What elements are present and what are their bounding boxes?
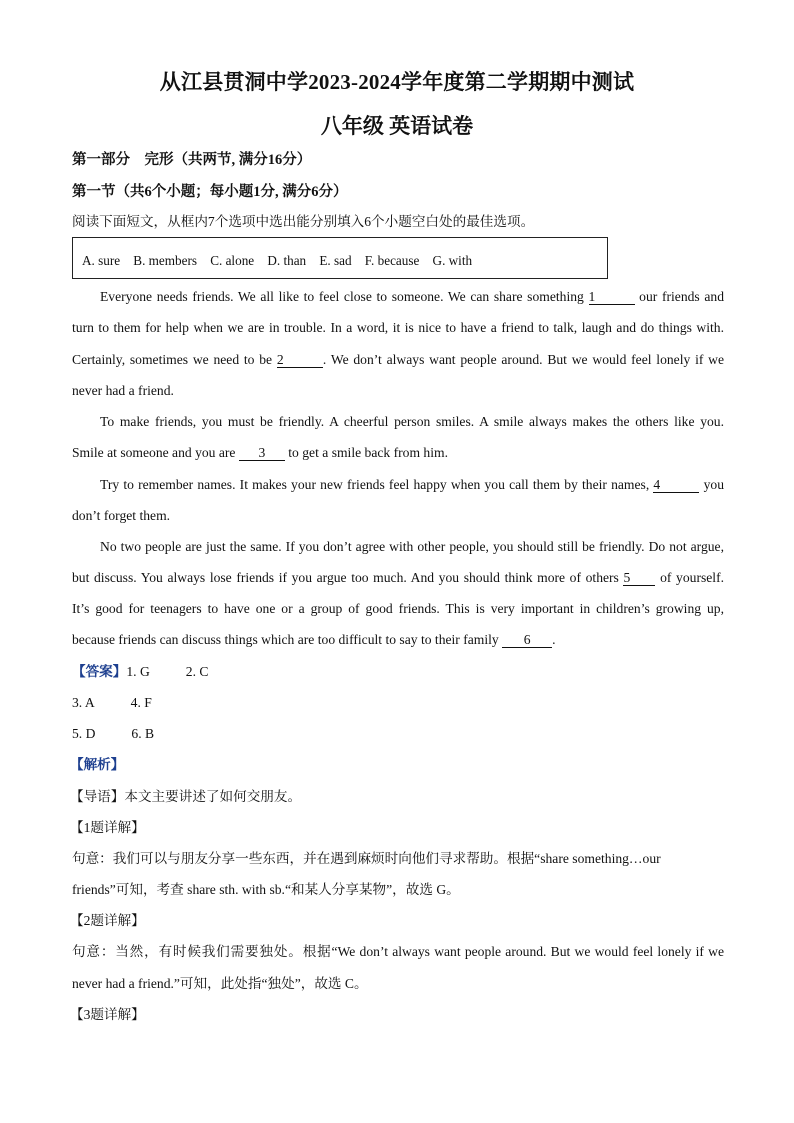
analysis-line: 句意：我们可以与朋友分享一些东西，并在遇到麻烦时向他们寻求帮助。根据“share something…our — [72, 851, 661, 866]
analysis-line: friends”可知，考查 share sth. with sb.“和某人分享某物”，故选 G。 — [72, 882, 460, 897]
passage-line: No two people are just the same. If you don’t agree with other people, you should still be friendly. Do not argue, — [100, 539, 724, 554]
analysis-label: 【解析】 — [70, 757, 125, 772]
passage-line: don’t forget them. — [72, 508, 171, 523]
blank-3: 3 — [239, 446, 285, 461]
question-2-label: 【2题详解】 — [70, 913, 145, 928]
part-heading: 第一部分 完形（共两节, 满分16分） — [72, 152, 312, 168]
passage-line: Certainly, sometimes we need to be 2 . We don’t always want people around. But we would feel lonely if we — [72, 352, 725, 367]
options-box — [72, 237, 608, 279]
passage-line: To make friends, you must be friendly. A cheerful person smiles. A smile always makes the others like you. — [100, 414, 724, 429]
question-3-label: 【3题详解】 — [70, 1007, 145, 1022]
blank-5: 5 — [623, 571, 655, 586]
passage-line: Everyone needs friends. We all like to feel close to someone. We can share something 1 our friends and — [100, 289, 724, 304]
passage-line: It’s good for teenagers to have one or a group of good friends. This is very important in children’s growing up, — [72, 601, 724, 616]
analysis-guide: 【导语】本文主要讲述了如何交朋友。 — [70, 789, 302, 804]
answer-label: 【答案】 — [72, 664, 127, 679]
blank-4: 4 — [653, 478, 699, 493]
passage-line: turn to them for help when we are in trouble. In a word, it is nice to have a friend to talk, laugh and do things with. — [72, 320, 724, 335]
section-heading: 第一节（共6个小题；每小题1分, 满分6分） — [72, 184, 348, 200]
passage-line: but discuss. You always lose friends if you argue too much. And you should think more of others 5 of yourself. — [72, 570, 724, 585]
page-title: 从江县贯洞中学2023-2024学年度第二学期期中测试 — [159, 70, 635, 94]
analysis-line: 句意：当然，有时候我们需要独处。根据“We don’t always want people around. But we would feel lonely if we — [72, 944, 724, 959]
blank-2: 2 — [277, 353, 323, 368]
options-text: A. sure B. members C. alone D. than E. sad F. because G. with — [82, 253, 473, 268]
blank-6: 6 — [502, 633, 552, 648]
question-1-label: 【1题详解】 — [70, 820, 145, 835]
answer-row: 5. D 6. B — [72, 726, 155, 741]
analysis-line: never had a friend.”可知，此处指“独处”，故选 C。 — [72, 976, 368, 991]
answer-row: 3. A 4. F — [72, 695, 152, 710]
passage-line: Try to remember names. It makes your new friends feel happy when you call them by their names, 4 you — [100, 477, 724, 492]
instruction-text: 阅读下面短文，从框内7个选项中选出能分别填入6个小题空白处的最佳选项。 — [72, 214, 535, 229]
passage-line: never had a friend. — [72, 383, 174, 398]
passage-line: because friends can discuss things which are too difficult to say to their family 6 . — [72, 632, 556, 647]
page-subtitle: 八年级 英语试卷 — [320, 114, 474, 138]
answer-row: 【答案】1. G 2. C — [72, 664, 209, 679]
passage-line: Smile at someone and you are 3 to get a smile back from him. — [72, 445, 448, 460]
blank-1: 1 — [589, 290, 635, 305]
